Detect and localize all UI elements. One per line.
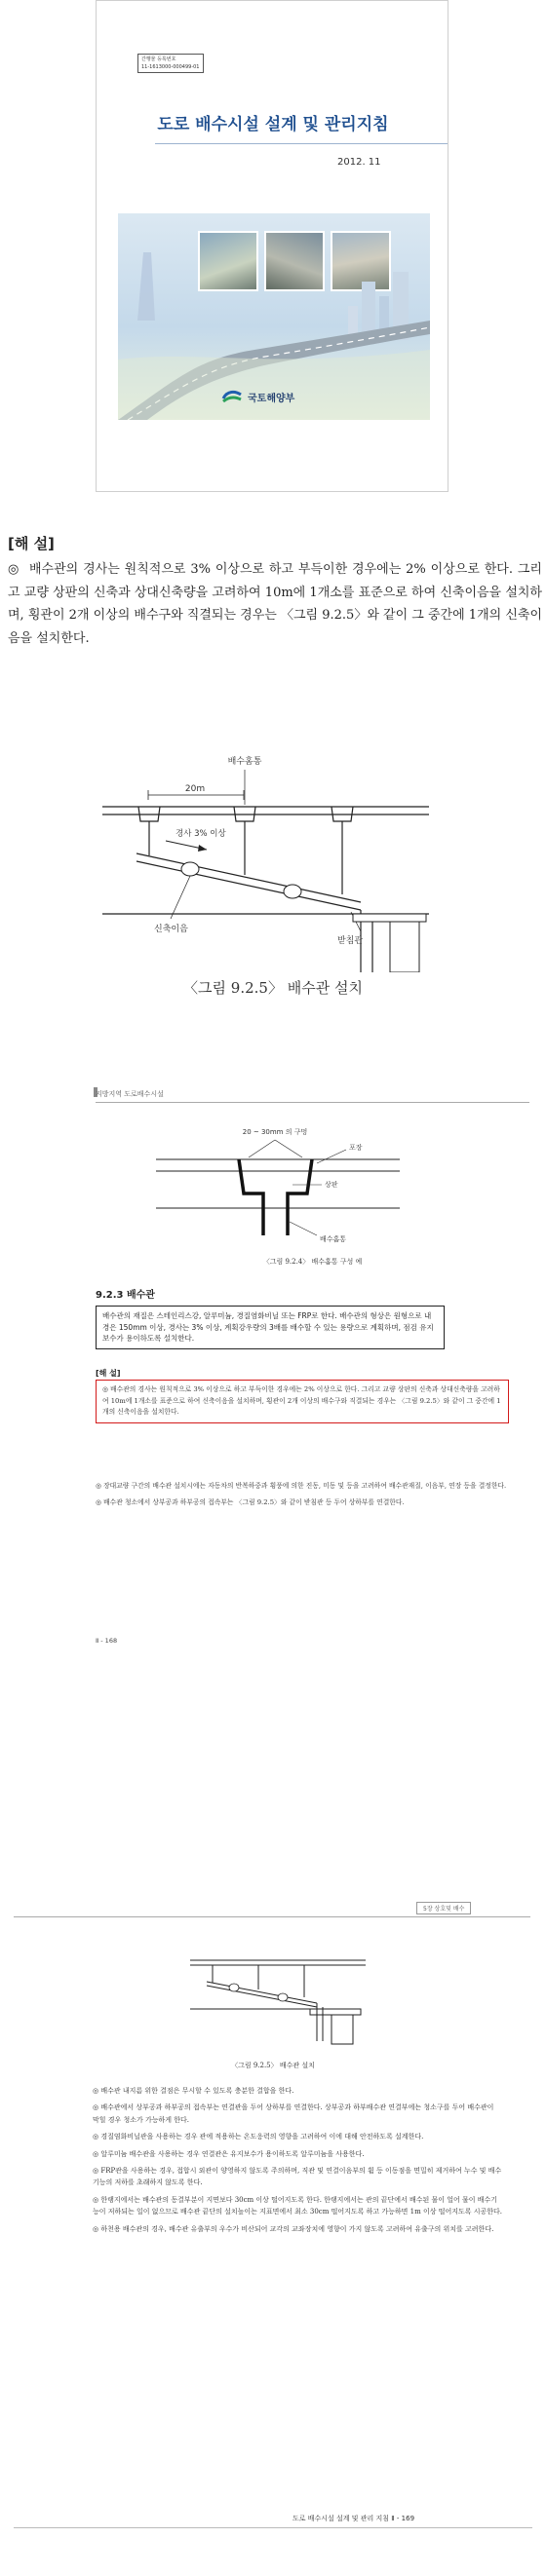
page-number: Ⅱ - 168 [96, 1637, 118, 1645]
page-header-rule [96, 1102, 529, 1103]
standard-text-box: 배수관의 재질은 스테인리스강, 알루미늄, 경질염화비닐 또는 FRP로 한다. 배수관의 형상은 원형으로 내경은 150mm 이상, 경사는 3% 이상, 계획강우량의 3배를 배수할 수 있는 용량으로 계획하며, 점검 유지보수가 용이하도록 설치한다. [96, 1306, 445, 1349]
list-item: ◎ 한랭지에서는 배수관의 동결부분이 지면보다 30cm 이상 떨어지도록 한다. 한랭지에서는 관의 끝단에서 배수된 물이 얼어 물이 배수기능이 저하되는 일이 없으므로 배수관 끝단의 설치높이는 지표면에서 최소 30cm 떨어지도록 하고 가능하면 1m 이상 떨어지도록 시공한다. [93, 2195, 503, 2216]
page-footer-rule [14, 2527, 532, 2528]
figure-label-support-pipe: 받침관 [337, 936, 364, 946]
figure-label-slope: 경사 3% 이상 [176, 829, 226, 839]
drain-pipe-installation-figure-small [185, 1939, 370, 2046]
figure-caption: 〈그림 9.2.5〉 배수관 설치 [183, 979, 363, 997]
commentary-label: [해 설] [96, 1369, 121, 1378]
publication-code-label: 간행물 등록번호 [141, 57, 176, 62]
figure-label-drain-trough: 배수홈통 [227, 757, 262, 767]
bullet-marker: ◎ [8, 562, 20, 577]
commentary-paragraph [8, 558, 542, 650]
figure-label-holes: 20 ~ 30mm 의 구멍 [242, 1128, 308, 1136]
figure-label-drain-trough: 배수홈통 [320, 1235, 347, 1243]
drain-pipe-installation-figure [98, 748, 448, 972]
commentary-heading: [해 설] [8, 535, 55, 552]
list-item: ◎ 배수관 청소에서 상부공과 하부공의 접속부는 〈그림 9.2.5〉와 같이 받침관 등 두어 상하부를 연결한다. [96, 1497, 405, 1506]
list-item: ◎ FRP관을 사용하는 경우, 접합시 외관이 양영하지 않도록 주의하며, 직관 및 연결이음부의 휨 등 이동점을 면밀히 제거하여 누수 및 배수기능의 저하를 초래하지 않도록 한다. [93, 2167, 502, 2187]
commentary-text: 배수관의 경사는 원칙적으로 3% 이상으로 하고 부득이한 경우에는 2% 이상으로 한다. 그리고 교량 상판의 신축과 상대신축량을 고려하여 10m에 1개소를 표준으로 하여 신축이음을 설치하며, 횡관이 2개 이상의 배수구와 직결되는 경우는 〈그림 9.2.5〉와 같이 그 중간에 1개의 신축이음을 설치한다. [8, 562, 542, 646]
page-header-rule [14, 1916, 530, 1917]
figure-label-deck: 상판 [325, 1181, 338, 1189]
figure-caption: 〈그림 9.2.4〉 배수홈통 구성 예 [262, 1258, 363, 1266]
list-item: ◎ 하천용 배수관의 경우, 배수관 유출부의 우수가 비산되어 교각의 교좌장치에 영향이 가지 않도록 고려하여 유출구의 위치를 고려한다. [93, 2224, 494, 2233]
ministry-name: 국토해양부 [248, 393, 295, 404]
figure-caption: 〈그림 9.2.5〉 배수관 설치 [231, 2062, 315, 2069]
ministry-emblem-icon [221, 389, 243, 404]
cover-date: 2012. 11 [337, 157, 381, 168]
drain-trough-figure [146, 1120, 410, 1252]
figure-label-span: 20m [184, 784, 206, 794]
list-item: ◎ 장대교량 구간의 배수관 설치시에는 자동차의 반복하중과 횡풍에 의한 진동, 미동 및 등을 고려하여 배수관재질, 이음부, 연장 등을 결정한다. [96, 1482, 507, 1490]
commentary-list [93, 2085, 502, 2240]
list-item: ◎ 경질염화비닐관을 사용하는 경우 관에 적용하는 온도응력의 영향을 고려하여 이에 대해 안전하도록 설계한다. [93, 2133, 424, 2141]
page-footer: 도로 배수시설 설계 및 관리 지침 Ⅱ - 169 [292, 2515, 415, 2522]
commentary-list [96, 1481, 509, 1513]
cover-title-rule [155, 143, 448, 144]
section-subheading: 9.2.3 배수관 [96, 1290, 155, 1301]
ministry-logo [221, 389, 294, 404]
book-cover [96, 0, 448, 492]
cover-title: 도로 배수시설 설계 및 관리지침 [157, 115, 389, 134]
list-item: ◎ 배수관 내지름 위한 결점은 무시할 수 있도록 충분한 결합을 한다. [93, 2087, 294, 2095]
page-header: 지방지역 도로배수시설 [96, 1090, 164, 1098]
list-item: ◎ 배수관에서 상부공과 하부공의 접속부는 연결관을 두어 상하부를 연결한다. 상부공과 하부배수관 연결부에는 청소구를 두어 배수관이 막힐 경우 청소가 가능하게 한다. [93, 2103, 494, 2124]
chapter-tag: 5장 상호및 배수 [416, 1902, 471, 1914]
figure-label-expansion-joint: 신축이음 [154, 925, 188, 934]
highlighted-commentary-box: ◎ 배수관의 경사는 원칙적으로 3% 이상으로 하고 부득이한 경우에는 2% 이상으로 한다. 그리고 교량 상판의 신축과 상대신축량을 고려하여 10m에 1개소를 표준으로 하여 신축이음을 설치하며, 횡관이 2개 이상의 배수구와 직결되는 경우는 〈그림 9.2.5〉와 같이 그 중간에 1개의 신축이음을 설치한다. [96, 1380, 509, 1423]
figure-label-pavement: 포장 [349, 1144, 363, 1152]
publication-code-box [137, 54, 204, 73]
list-item: ◎ 알루미늄 배수관을 사용하는 경우 연결관은 유지보수가 용이하도록 알루미늄을 사용한다. [93, 2149, 365, 2158]
publication-code-number: 11-1613000-000499-01 [141, 64, 200, 70]
